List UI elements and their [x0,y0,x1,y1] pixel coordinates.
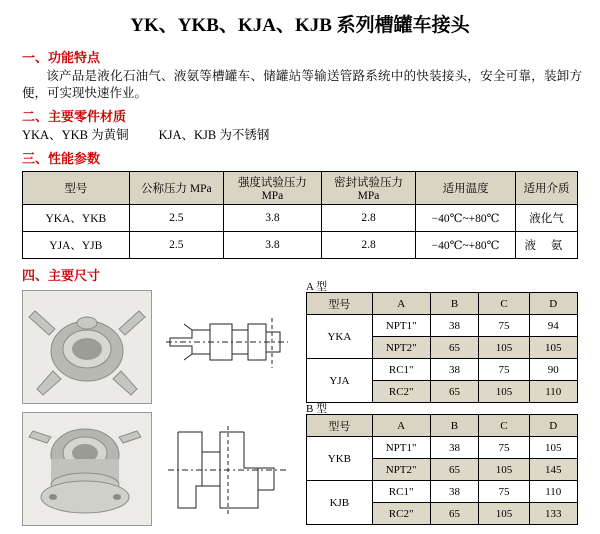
dim-a-cell-d: 105 [529,337,578,359]
dim-a-cell-b: 65 [430,337,479,359]
table-row [23,232,578,259]
table-row [23,205,578,232]
dim-a-header-c: C [479,293,529,315]
dim-a-cell-b: 38 [430,359,479,381]
perf-cell-strength-pressure: 3.8 [224,232,322,259]
dim-b-cell-a: NPT2" [372,459,430,481]
perf-cell-model: YKA、YKB [23,205,130,232]
material-right: KJA、KJB 为不锈钢 [158,128,270,142]
photo-a-graphic [23,291,151,403]
perf-cell-nominal-pressure: 2.5 [129,232,223,259]
table-row [307,481,578,503]
dim-a-header-d: D [529,293,578,315]
perf-cell-seal-pressure: 2.8 [321,205,415,232]
section-heading-features: 一、功能特点 [22,50,101,65]
perf-cell-model: YJA、YJB [23,232,130,259]
perf-cell-temperature: −40℃~+80℃ [416,205,516,232]
table-row [307,359,578,381]
dim-b-cell-d: 145 [529,459,578,481]
dim-a-cell-d: 94 [529,315,578,337]
dim-b-header-b: B [430,415,479,437]
dim-b-cell-b: 38 [430,437,479,459]
dim-a-cell-c: 75 [479,315,529,337]
dim-b-cell-d: 110 [529,481,578,503]
dim-b-header-model: 型号 [307,415,373,437]
dim-a-cell-b: 38 [430,315,479,337]
perf-cell-medium: 液 氨 [515,232,577,259]
dim-b-cell-a: RC2" [372,503,430,525]
dim-b-cell-a: NPT1" [372,437,430,459]
dim-b-header-d: D [529,415,578,437]
dim-a-header-model: 型号 [307,293,373,315]
dim-table-wrap-a [306,292,578,403]
section-heading-performance: 三、性能参数 [22,151,101,166]
features-body-text: 该产品是液化石油气、液氨等槽罐车、储罐站等输送管路系统中的快装接头，安全可靠，装卸方便，可实现快速作业。 [22,69,582,100]
photo-b-graphic [23,413,151,525]
dim-b-cell-d: 133 [529,503,578,525]
section-heading-material: 二、主要零件材质 [22,109,127,124]
dimension-table-a [306,292,578,403]
dim-a-cell-a: RC1" [372,359,430,381]
perf-header-model: 型号 [23,172,130,205]
dim-b-cell-model: YKB [307,437,373,481]
dim-b-cell-b: 65 [430,503,479,525]
perf-cell-temperature: −40℃~+80℃ [416,232,516,259]
dim-b-cell-c: 75 [479,481,529,503]
section-heading-dimensions: 四、主要尺寸 [22,268,101,283]
dim-a-cell-model: YKA [307,315,373,359]
perf-header-temperature: 适用温度 [416,172,516,205]
line-drawing-b [162,412,292,524]
dim-table-label-b: B 型 [306,403,328,415]
dim-b-cell-c: 105 [479,459,529,481]
dim-a-cell-a: NPT1" [372,315,430,337]
dim-b-cell-b: 65 [430,459,479,481]
table-header-row [307,415,578,437]
perf-header-medium: 适用介质 [515,172,577,205]
dim-a-cell-d: 110 [529,381,578,403]
dim-a-cell-c: 75 [479,359,529,381]
dim-a-header-b: B [430,293,479,315]
dim-b-cell-model: KJB [307,481,373,525]
perf-header-strength-pressure: 强度试验压力 MPa [224,172,322,205]
performance-table-wrap [22,171,600,259]
dimension-table-b [306,414,578,525]
dim-a-cell-a: RC2" [372,381,430,403]
line-drawing-a [162,290,292,402]
perf-cell-medium: 液化气 [515,205,577,232]
drawing-b-graphic [162,412,292,524]
table-header-row [23,172,578,205]
dim-b-cell-d: 105 [529,437,578,459]
product-photo-a [22,290,152,404]
perf-cell-strength-pressure: 3.8 [224,205,322,232]
dim-a-cell-b: 65 [430,381,479,403]
drawing-a-graphic [162,290,292,402]
dim-b-cell-b: 38 [430,481,479,503]
perf-header-nominal-pressure: 公称压力 MPa [129,172,223,205]
material-left: YKA、YKB 为黄铜 [22,128,129,142]
dim-b-cell-a: RC1" [372,481,430,503]
dim-b-header-c: C [479,415,529,437]
dim-a-cell-c: 105 [479,337,529,359]
dim-a-cell-d: 90 [529,359,578,381]
perf-cell-seal-pressure: 2.8 [321,232,415,259]
table-header-row [307,293,578,315]
dim-a-cell-model: YJA [307,359,373,403]
dim-a-cell-c: 105 [479,381,529,403]
perf-cell-nominal-pressure: 2.5 [129,205,223,232]
dimensions-section [0,281,600,534]
dim-a-cell-a: NPT2" [372,337,430,359]
dim-b-cell-c: 105 [479,503,529,525]
table-row [307,315,578,337]
product-photo-b [22,412,152,526]
material-line [22,127,600,144]
page-title: YK、YKB、KJA、KJB 系列槽罐车接头 [130,15,470,36]
table-row [307,437,578,459]
performance-table [22,171,578,259]
dim-table-wrap-b [306,414,578,525]
dimension-row-a [22,281,600,412]
perf-header-seal-pressure: 密封试验压力 MPa [321,172,415,205]
dim-a-header-a: A [372,293,430,315]
features-body [22,68,582,102]
dim-b-cell-c: 75 [479,437,529,459]
dim-b-header-a: A [372,415,430,437]
dim-table-label-a: A 型 [306,281,328,293]
